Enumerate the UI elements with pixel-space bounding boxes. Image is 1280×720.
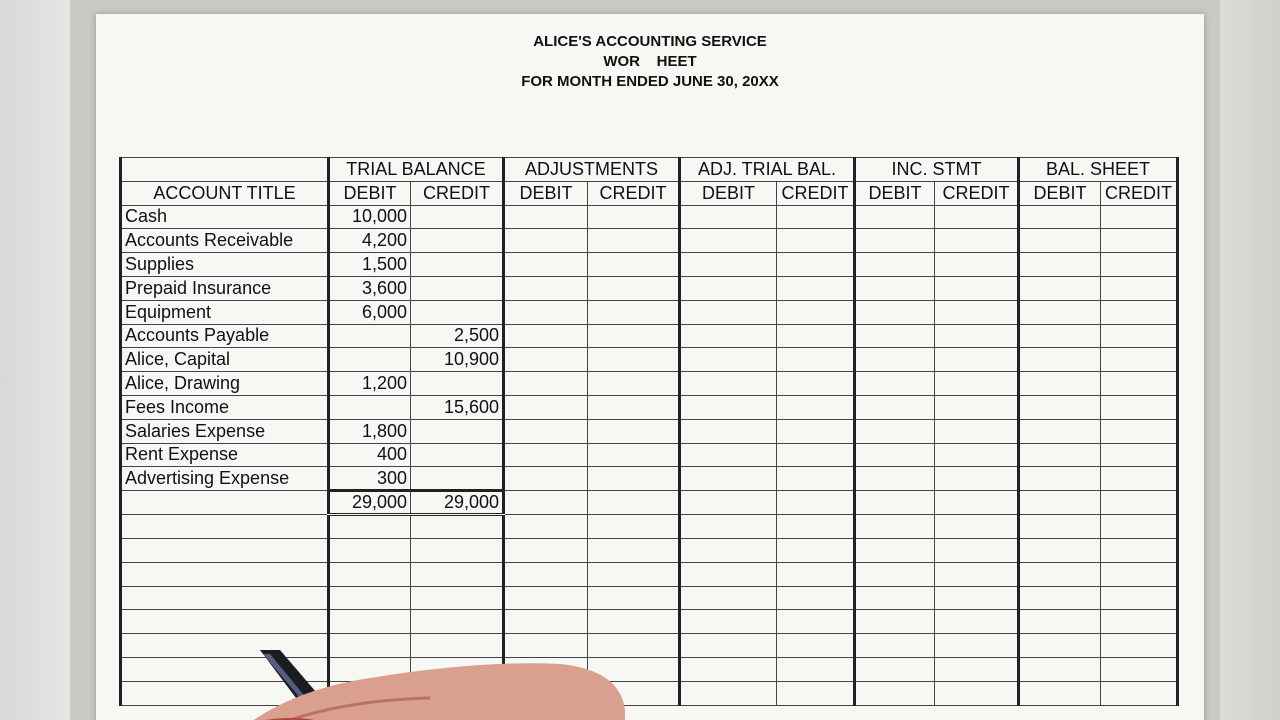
empty-credit-cell	[935, 276, 1019, 300]
trial-balance-debit	[329, 348, 411, 372]
empty-credit-cell	[1101, 372, 1178, 396]
empty-credit-cell	[1101, 538, 1178, 562]
empty-credit-cell	[411, 538, 504, 562]
empty-credit-cell	[935, 467, 1019, 491]
empty-credit-cell	[588, 205, 680, 229]
totals-label-blank	[121, 491, 329, 515]
empty-credit-cell	[588, 348, 680, 372]
empty-debit-cell	[855, 300, 935, 324]
document-title: WOR HEET	[603, 53, 697, 70]
empty-debit-cell	[504, 348, 588, 372]
empty-credit-cell	[935, 562, 1019, 586]
empty-credit-cell	[588, 253, 680, 277]
empty-debit-cell	[1019, 443, 1101, 467]
empty-credit-cell	[1101, 491, 1178, 515]
account-row	[121, 419, 1178, 443]
empty-debit-cell	[855, 610, 935, 634]
empty-debit-cell	[1019, 300, 1101, 324]
empty-debit-cell	[680, 467, 777, 491]
group-header-1: TRIAL BALANCE	[329, 158, 504, 182]
trial-balance-credit: 2,500	[411, 324, 504, 348]
trial-balance-debit: 10,000	[329, 205, 411, 229]
account-name: Accounts Receivable	[121, 229, 329, 253]
empty-debit-cell	[504, 205, 588, 229]
empty-credit-cell	[1101, 276, 1178, 300]
empty-debit-cell	[680, 657, 777, 681]
empty-credit-cell	[935, 610, 1019, 634]
empty-credit-cell	[935, 419, 1019, 443]
empty-credit-cell	[935, 657, 1019, 681]
empty-debit-cell	[680, 276, 777, 300]
empty-debit-cell	[680, 681, 777, 705]
empty-debit-cell	[504, 538, 588, 562]
empty-credit-cell	[935, 324, 1019, 348]
empty-debit-cell	[680, 253, 777, 277]
background-left	[0, 0, 70, 720]
empty-debit-cell	[1019, 205, 1101, 229]
empty-credit-cell	[1101, 419, 1178, 443]
empty-debit-cell	[329, 515, 411, 539]
empty-credit-cell	[935, 443, 1019, 467]
empty-debit-cell	[504, 372, 588, 396]
empty-credit-cell	[935, 395, 1019, 419]
total-debit: 29,000	[329, 491, 411, 515]
blank-account-cell	[121, 515, 329, 539]
empty-debit-cell	[680, 515, 777, 539]
blank-account-cell	[121, 586, 329, 610]
empty-credit-cell	[935, 253, 1019, 277]
empty-credit-cell	[588, 515, 680, 539]
trial-balance-debit: 1,500	[329, 253, 411, 277]
empty-debit-cell	[504, 300, 588, 324]
empty-debit-cell	[329, 538, 411, 562]
empty-credit-cell	[411, 610, 504, 634]
empty-credit-cell	[411, 562, 504, 586]
empty-credit-cell	[935, 634, 1019, 658]
empty-debit-cell	[855, 657, 935, 681]
account-name: Alice, Capital	[121, 348, 329, 372]
trial-balance-credit	[411, 372, 504, 396]
account-row	[121, 324, 1178, 348]
empty-debit-cell	[1019, 491, 1101, 515]
empty-credit-cell	[588, 443, 680, 467]
trial-balance-debit	[329, 324, 411, 348]
trial-balance-credit	[411, 300, 504, 324]
empty-credit-cell	[777, 491, 855, 515]
empty-debit-cell	[1019, 395, 1101, 419]
account-name: Supplies	[121, 253, 329, 277]
empty-debit-cell	[504, 586, 588, 610]
empty-debit-cell	[504, 276, 588, 300]
empty-credit-cell	[1101, 443, 1178, 467]
empty-credit-cell	[588, 372, 680, 396]
blank-account-cell	[121, 610, 329, 634]
empty-debit-cell	[680, 205, 777, 229]
group-header-3: ADJ. TRIAL BAL.	[680, 158, 855, 182]
empty-credit-cell	[588, 395, 680, 419]
account-row	[121, 205, 1178, 229]
empty-debit-cell	[1019, 610, 1101, 634]
empty-credit-cell	[1101, 657, 1178, 681]
empty-debit-cell	[1019, 562, 1101, 586]
empty-credit-cell	[777, 538, 855, 562]
empty-credit-cell	[1101, 395, 1178, 419]
account-name: Fees Income	[121, 395, 329, 419]
credit-header: CREDIT	[588, 181, 680, 205]
empty-debit-cell	[855, 467, 935, 491]
empty-credit-cell	[1101, 634, 1178, 658]
trial-balance-credit: 10,900	[411, 348, 504, 372]
account-row	[121, 276, 1178, 300]
account-row	[121, 300, 1178, 324]
empty-credit-cell	[777, 276, 855, 300]
empty-debit-cell	[680, 419, 777, 443]
hand-holding-pen	[230, 650, 630, 720]
total-credit: 29,000	[411, 491, 504, 515]
account-row	[121, 253, 1178, 277]
empty-debit-cell	[1019, 467, 1101, 491]
empty-debit-cell	[504, 443, 588, 467]
worksheet-table	[119, 157, 1179, 706]
trial-balance-debit: 1,200	[329, 372, 411, 396]
account-name: Salaries Expense	[121, 419, 329, 443]
empty-debit-cell	[855, 229, 935, 253]
empty-debit-cell	[1019, 324, 1101, 348]
empty-debit-cell	[504, 253, 588, 277]
debit-header: DEBIT	[1019, 181, 1101, 205]
blank-row	[121, 562, 1178, 586]
empty-credit-cell	[777, 610, 855, 634]
empty-credit-cell	[588, 276, 680, 300]
empty-credit-cell	[1101, 253, 1178, 277]
empty-credit-cell	[935, 372, 1019, 396]
empty-debit-cell	[680, 443, 777, 467]
empty-debit-cell	[855, 253, 935, 277]
empty-debit-cell	[1019, 276, 1101, 300]
empty-debit-cell	[855, 586, 935, 610]
account-title-header: ACCOUNT TITLE	[121, 181, 329, 205]
empty-debit-cell	[680, 538, 777, 562]
empty-credit-cell	[935, 515, 1019, 539]
empty-debit-cell	[680, 348, 777, 372]
account-title-header-blank	[121, 158, 329, 182]
empty-credit-cell	[588, 538, 680, 562]
trial-balance-credit	[411, 253, 504, 277]
empty-debit-cell	[504, 229, 588, 253]
account-row	[121, 443, 1178, 467]
period-line: FOR MONTH ENDED JUNE 30, 20XX	[521, 73, 779, 90]
empty-credit-cell	[777, 586, 855, 610]
empty-debit-cell	[504, 515, 588, 539]
empty-debit-cell	[855, 562, 935, 586]
empty-debit-cell	[680, 491, 777, 515]
empty-debit-cell	[680, 634, 777, 658]
empty-debit-cell	[504, 562, 588, 586]
empty-credit-cell	[777, 372, 855, 396]
trial-balance-credit	[411, 205, 504, 229]
empty-credit-cell	[588, 562, 680, 586]
empty-credit-cell	[935, 538, 1019, 562]
empty-debit-cell	[329, 610, 411, 634]
empty-credit-cell	[1101, 681, 1178, 705]
empty-debit-cell	[680, 562, 777, 586]
blank-row	[121, 515, 1178, 539]
empty-debit-cell	[1019, 515, 1101, 539]
empty-debit-cell	[680, 372, 777, 396]
blank-row	[121, 586, 1178, 610]
empty-debit-cell	[855, 443, 935, 467]
empty-debit-cell	[1019, 253, 1101, 277]
empty-debit-cell	[1019, 586, 1101, 610]
group-header-row	[121, 158, 1178, 182]
trial-balance-credit	[411, 467, 504, 491]
empty-credit-cell	[777, 300, 855, 324]
empty-credit-cell	[1101, 324, 1178, 348]
empty-debit-cell	[504, 491, 588, 515]
empty-credit-cell	[588, 229, 680, 253]
empty-credit-cell	[777, 657, 855, 681]
group-header-2: ADJUSTMENTS	[504, 158, 680, 182]
empty-credit-cell	[1101, 515, 1178, 539]
group-header-4: INC. STMT	[855, 158, 1019, 182]
empty-debit-cell	[855, 205, 935, 229]
empty-credit-cell	[1101, 300, 1178, 324]
empty-credit-cell	[588, 324, 680, 348]
debit-header: DEBIT	[504, 181, 588, 205]
trial-balance-credit: 15,600	[411, 395, 504, 419]
account-name: Equipment	[121, 300, 329, 324]
empty-credit-cell	[1101, 229, 1178, 253]
debit-header: DEBIT	[680, 181, 777, 205]
trial-balance-debit: 1,800	[329, 419, 411, 443]
empty-credit-cell	[777, 681, 855, 705]
empty-debit-cell	[1019, 634, 1101, 658]
empty-credit-cell	[777, 324, 855, 348]
empty-credit-cell	[777, 515, 855, 539]
empty-credit-cell	[1101, 467, 1178, 491]
empty-debit-cell	[680, 586, 777, 610]
credit-header: CREDIT	[1101, 181, 1178, 205]
empty-credit-cell	[411, 586, 504, 610]
empty-credit-cell	[777, 467, 855, 491]
company-name: ALICE'S ACCOUNTING SERVICE	[533, 33, 767, 50]
empty-debit-cell	[855, 419, 935, 443]
empty-credit-cell	[588, 300, 680, 324]
empty-debit-cell	[329, 586, 411, 610]
account-row	[121, 467, 1178, 491]
empty-credit-cell	[935, 491, 1019, 515]
credit-header: CREDIT	[411, 181, 504, 205]
blank-account-cell	[121, 538, 329, 562]
credit-header: CREDIT	[935, 181, 1019, 205]
trial-balance-credit	[411, 229, 504, 253]
empty-credit-cell	[777, 634, 855, 658]
empty-debit-cell	[1019, 538, 1101, 562]
empty-debit-cell	[329, 562, 411, 586]
account-name: Rent Expense	[121, 443, 329, 467]
empty-debit-cell	[1019, 372, 1101, 396]
empty-credit-cell	[588, 419, 680, 443]
empty-debit-cell	[680, 610, 777, 634]
account-name: Cash	[121, 205, 329, 229]
empty-credit-cell	[1101, 610, 1178, 634]
totals-row	[121, 491, 1178, 515]
empty-debit-cell	[855, 515, 935, 539]
empty-credit-cell	[1101, 586, 1178, 610]
account-row	[121, 229, 1178, 253]
blank-row	[121, 610, 1178, 634]
group-header-5: BAL. SHEET	[1019, 158, 1178, 182]
account-name: Advertising Expense	[121, 467, 329, 491]
empty-credit-cell	[411, 515, 504, 539]
account-name: Alice, Drawing	[121, 372, 329, 396]
empty-credit-cell	[777, 205, 855, 229]
debit-header: DEBIT	[329, 181, 411, 205]
empty-credit-cell	[935, 300, 1019, 324]
worksheet-header	[96, 32, 1204, 92]
account-name: Accounts Payable	[121, 324, 329, 348]
empty-credit-cell	[777, 443, 855, 467]
trial-balance-debit: 6,000	[329, 300, 411, 324]
empty-debit-cell	[680, 229, 777, 253]
account-name: Prepaid Insurance	[121, 276, 329, 300]
empty-credit-cell	[588, 491, 680, 515]
empty-credit-cell	[935, 586, 1019, 610]
empty-debit-cell	[855, 634, 935, 658]
empty-debit-cell	[680, 324, 777, 348]
empty-credit-cell	[588, 610, 680, 634]
empty-credit-cell	[777, 562, 855, 586]
empty-credit-cell	[1101, 205, 1178, 229]
trial-balance-credit	[411, 443, 504, 467]
empty-debit-cell	[1019, 348, 1101, 372]
debit-header: DEBIT	[855, 181, 935, 205]
empty-debit-cell	[855, 324, 935, 348]
empty-credit-cell	[588, 467, 680, 491]
empty-debit-cell	[855, 372, 935, 396]
empty-debit-cell	[855, 491, 935, 515]
trial-balance-debit: 400	[329, 443, 411, 467]
empty-credit-cell	[777, 229, 855, 253]
empty-debit-cell	[504, 419, 588, 443]
empty-credit-cell	[935, 205, 1019, 229]
trial-balance-debit: 300	[329, 467, 411, 491]
empty-credit-cell	[777, 419, 855, 443]
empty-debit-cell	[855, 348, 935, 372]
empty-debit-cell	[1019, 229, 1101, 253]
empty-credit-cell	[935, 681, 1019, 705]
background-right	[1220, 0, 1280, 720]
empty-credit-cell	[777, 348, 855, 372]
empty-debit-cell	[855, 276, 935, 300]
trial-balance-credit	[411, 419, 504, 443]
empty-debit-cell	[1019, 419, 1101, 443]
empty-credit-cell	[588, 586, 680, 610]
empty-credit-cell	[777, 253, 855, 277]
account-row	[121, 395, 1178, 419]
trial-balance-debit: 4,200	[329, 229, 411, 253]
empty-debit-cell	[1019, 681, 1101, 705]
empty-debit-cell	[680, 395, 777, 419]
account-row	[121, 372, 1178, 396]
empty-debit-cell	[504, 324, 588, 348]
empty-debit-cell	[504, 467, 588, 491]
empty-debit-cell	[680, 300, 777, 324]
credit-header: CREDIT	[777, 181, 855, 205]
empty-credit-cell	[1101, 562, 1178, 586]
empty-credit-cell	[1101, 348, 1178, 372]
empty-debit-cell	[855, 681, 935, 705]
trial-balance-debit	[329, 395, 411, 419]
empty-credit-cell	[935, 229, 1019, 253]
empty-debit-cell	[504, 395, 588, 419]
blank-row	[121, 538, 1178, 562]
empty-debit-cell	[855, 395, 935, 419]
column-header-row	[121, 181, 1178, 205]
empty-debit-cell	[855, 538, 935, 562]
blank-account-cell	[121, 562, 329, 586]
empty-credit-cell	[935, 348, 1019, 372]
trial-balance-debit: 3,600	[329, 276, 411, 300]
empty-debit-cell	[504, 610, 588, 634]
empty-debit-cell	[1019, 657, 1101, 681]
account-row	[121, 348, 1178, 372]
trial-balance-credit	[411, 276, 504, 300]
empty-credit-cell	[777, 395, 855, 419]
